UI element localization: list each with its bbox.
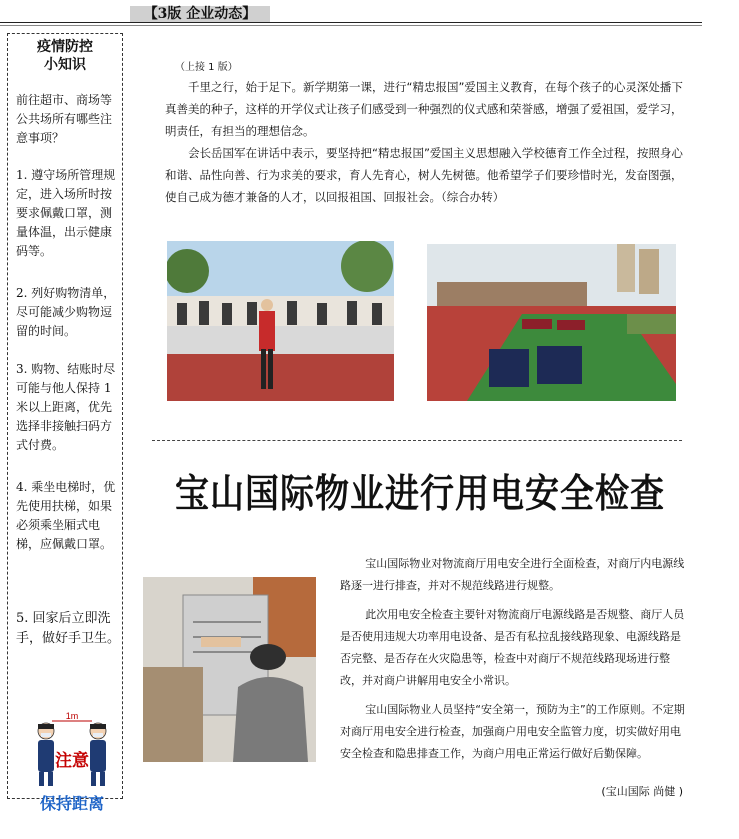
article2-signature: (宝山国际 尚健 ) (601, 785, 683, 798)
section-divider (152, 440, 682, 441)
keep-distance-poster (26, 709, 118, 817)
article2-paragraph-3: 宝山国际物业人员坚持“安全第一，预防为主”的工作原则。不定期对商厅用电安全进行检查，加强商户用电安全监管力度，切实做好用电安全检查和隐患排查工作，为商户用电正常运行做好后勤保障。 (340, 703, 685, 760)
article2-paragraph-2: 此次用电安全检查主要针对物流商厅电源线路是否规整、商厅人员是否使用违规大功率用电设备、是否有私拉乱接线路现象、电源线路是否完整、是否存在火灾隐患等，检查中对商厅不规范线路现场进行整改，并对商户讲解用电安全小常识。 (340, 608, 685, 687)
electrical-inspection-photo (143, 577, 316, 762)
poster-keep-distance-text: 保持距离 (39, 794, 105, 813)
header-rule (0, 22, 702, 23)
continued-note: （上接 1 版） (175, 62, 238, 73)
article-continued (165, 60, 685, 208)
sidebar-tips-box (7, 33, 123, 813)
article2-headline: 宝山国际物业进行用电安全检查 (175, 471, 665, 518)
poster-attention-text: 注意 (55, 751, 89, 771)
assembly-aerial-photo (427, 244, 676, 401)
poster-distance-label: 1m (65, 711, 79, 721)
sidebar-title: 疫情防控 小知识 (37, 39, 93, 73)
article2-body (340, 553, 685, 772)
article1-paragraph-1: 千里之行，始于足下。新学期第一课，进行“精忠报国”爱国主义教育，在每个孩子的心灵深处播下真善美的种子，这样的开学仪式让孩子们感受到一种强烈的仪式感和荣誉感，增强了爱祖国，爱学习，明责任，有担当的理想信念。 (165, 80, 683, 138)
header-rule-secondary (0, 25, 702, 26)
section-header: 【3版 企业动态】 (130, 6, 270, 23)
article1-paragraph-2: 会长岳国军在讲话中表示，要坚持把“精忠报国”爱国主义思想融入学校德育工作全过程，按照身心和谐、品性向善、行为求美的要求，育人先育心，树人先树德。他希望学子们要珍惜时光，发奋图强，使自己成为德才兼备的人才，以回报祖国、回报社会。（综合办转） (165, 146, 683, 204)
sidebar-tip-1: 1. 遵守场所管理规定，进入场所时按要求佩戴口罩，测量体温，出示健康码等。 (16, 168, 116, 258)
article2-paragraph-1: 宝山国际物业对物流商厅用电安全进行全面检查，对商厅内电源线路逐一进行排查，并对不规范线路进行规整。 (340, 557, 685, 592)
sidebar-tip-2: 2. 列好购物清单，尽可能减少购物逗留的时间。 (16, 286, 116, 338)
sidebar-tip-3: 3. 购物、结账时尽可能与他人保持 1 米以上距离，优先选择非接触扫码方式付费。 (16, 362, 116, 452)
sidebar-tip-4: 4. 乘坐电梯时，优先使用扶梯，如果必须乘坐厢式电梯，应佩戴口罩。 (16, 480, 116, 551)
ceremony-speaker-photo (167, 241, 394, 401)
sidebar-tip-5: 5. 回家后立即洗手，做好手卫生。 (16, 611, 121, 646)
sidebar-question: 前往超市、商场等公共场所有哪些注意事项？ (16, 93, 113, 145)
